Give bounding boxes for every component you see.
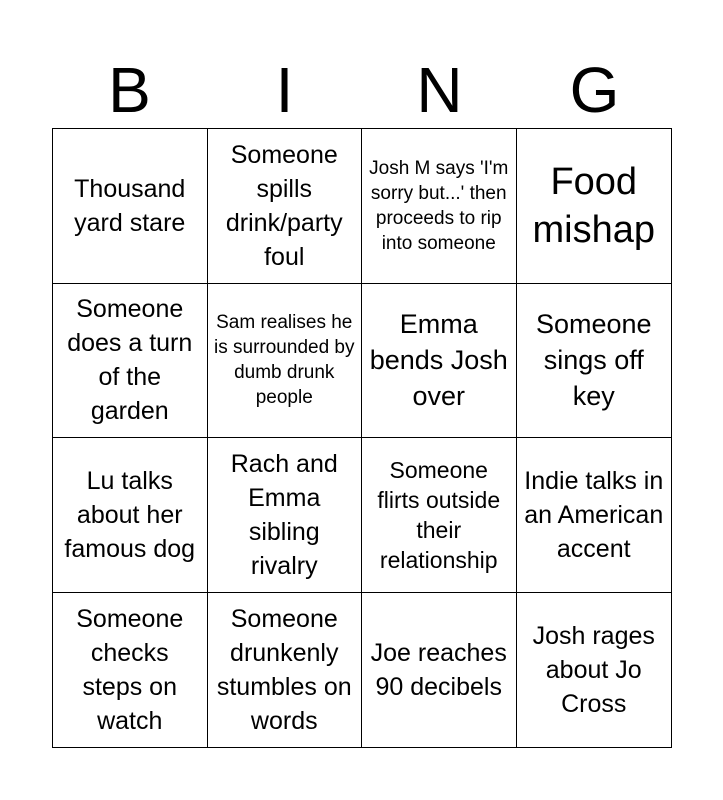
bingo-cell-r2c2[interactable] [208,284,363,439]
bingo-cell-r1c1[interactable] [53,129,208,284]
bingo-cell-r2c4[interactable] [517,284,672,439]
cell-text: Someone sings off key [535,309,652,412]
bingo-cell-r1c3[interactable] [362,129,517,284]
header-letter-i: I [275,54,294,126]
cell-text: Thousand yard stare [74,174,186,237]
cell-text: Someone spills drink/party foul [225,140,343,271]
cell-text: Someone checks steps on watch [76,604,184,735]
bingo-cell-r3c3[interactable] [362,438,517,593]
header-letter-g: G [569,54,620,126]
bingo-grid [52,128,672,748]
header-letter-b: B [108,54,151,126]
cell-text: Emma bends Josh over [369,309,508,412]
cell-text: Lu talks about her famous dog [64,466,196,563]
bingo-header [52,52,672,128]
bingo-cell-r3c2[interactable] [208,438,363,593]
cell-text: Sam realises he is surrounded by dumb drunk people [214,312,355,409]
bingo-cell-r3c4[interactable] [517,438,672,593]
bingo-cell-r3c1[interactable] [53,438,208,593]
bingo-cell-r1c2[interactable] [208,129,363,284]
bingo-cell-r2c1[interactable] [53,284,208,439]
bingo-cell-r4c1[interactable] [53,593,208,748]
cell-text: Someone flirts outside their relationship [377,456,501,573]
cell-text: Someone does a turn of the garden [67,295,193,426]
bingo-cell-r4c2[interactable] [208,593,363,748]
cell-text: Someone drunkenly stumbles on words [216,604,352,735]
cell-text: Josh rages about Jo Cross [532,621,655,718]
bingo-cell-r4c3[interactable] [362,593,517,748]
cell-text: Rach and Emma sibling rivalry [230,449,338,580]
cell-text: Josh M says 'I'm sorry but...' then proceeds to rip into someone [369,157,509,254]
bingo-cell-r1c4[interactable] [517,129,672,284]
cell-text: Food mishap [532,160,655,251]
cell-text: Indie talks in an American accent [524,466,664,563]
cell-text: Joe reaches 90 decibels [370,638,507,701]
header-letter-n: N [416,54,463,126]
bingo-cell-r2c3[interactable] [362,284,517,439]
bingo-cell-r4c4[interactable] [517,593,672,748]
